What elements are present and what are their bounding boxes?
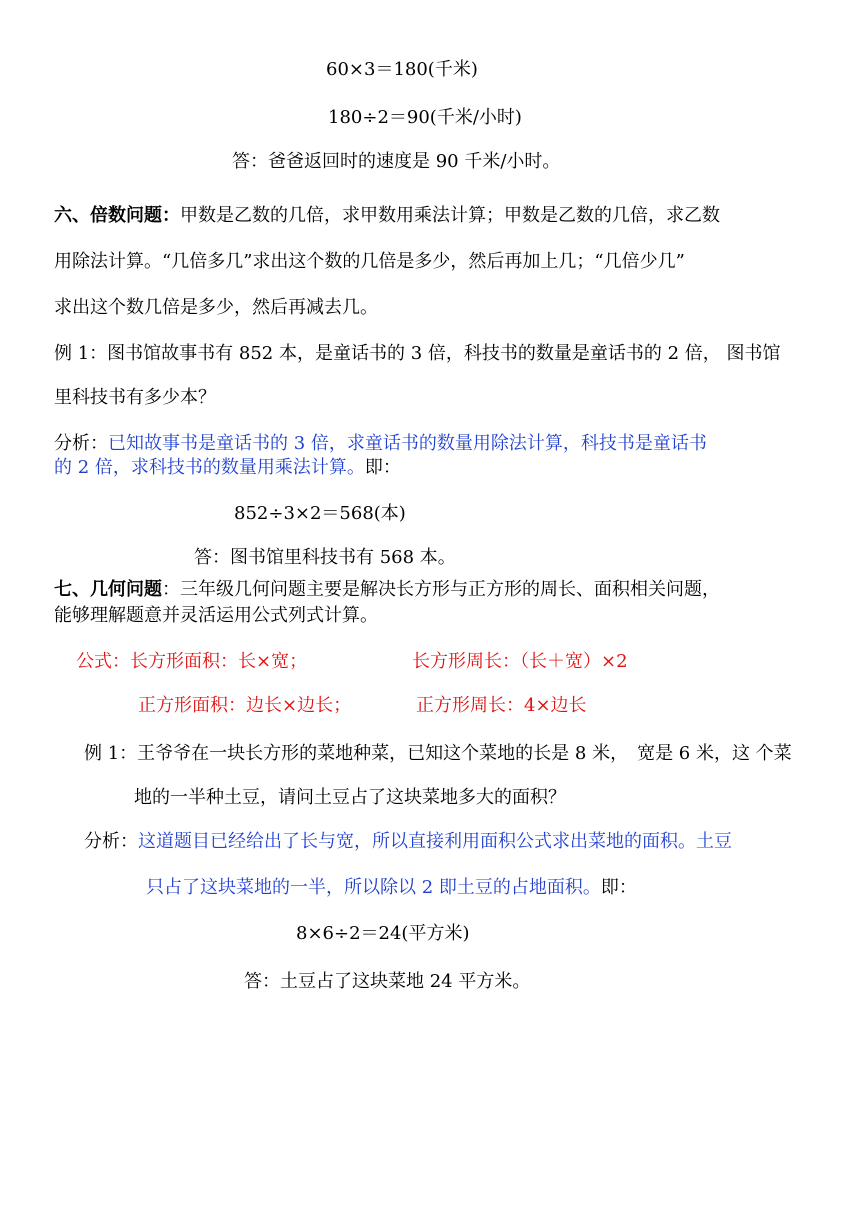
section-6-text-line-3: 求出这个数几倍是多少，然后再减去几。: [54, 297, 378, 318]
section-6-analysis-text-2: 的 2 倍，求科技书的数量用乘法计算。: [54, 457, 365, 478]
rect-perimeter-formula: 长方形周长：（长＋宽）×2: [412, 651, 628, 672]
section-7-analysis-line-1: [84, 830, 732, 854]
rect-area-formula: 长方形面积：长×宽；: [130, 651, 308, 672]
equation-speed: 180÷2＝90(千米/小时): [328, 107, 522, 128]
section-6-analysis-tail: 即：: [364, 457, 401, 478]
section-7-paragraph: [54, 578, 720, 602]
section-6-answer: 答：图书馆里科技书有 568 本。: [194, 547, 456, 568]
formula-row-1-left: [76, 650, 307, 674]
section-7-text-line-2: 能够理解题意并灵活运用公式列式计算。: [54, 605, 378, 626]
square-area-formula: 正方形面积：边长×边长；: [138, 695, 352, 716]
section-6-text-line-1: 甲数是乙数的几倍，求甲数用乘法计算；甲数是乙数的几倍，求乙数: [180, 205, 720, 226]
section-7-analysis-text-2: 只占了这块菜地的一半，所以除以 2 即土豆的占地面积。: [146, 877, 601, 898]
answer-speed: 答：爸爸返回时的速度是 90 千米/小时。: [232, 151, 561, 172]
section-7-equation: 8×6÷2＝24(平方米): [296, 923, 470, 944]
section-7-answer: 答：土豆占了这块菜地 24 平方米。: [244, 971, 531, 992]
formula-label: 公式：: [76, 651, 130, 672]
section-6-text-line-2: 用除法计算。“几倍多几”求出这个数的几倍是多少，然后再加上几；“几倍少几”: [54, 251, 685, 272]
section-6-analysis-line-2: [54, 456, 401, 480]
section-7-heading: 七、几何问题: [54, 579, 162, 600]
equation-distance: 60×3＝180(千米): [326, 59, 478, 80]
section-7-analysis-line-2: [146, 876, 637, 900]
square-perimeter-formula: 正方形周长：4×边长: [416, 695, 587, 716]
section-6-analysis-line-1: [54, 432, 707, 456]
section-6-heading: 六、倍数问题：: [54, 205, 180, 226]
section-6-example-line-1: 例 1：图书馆故事书有 852 本，是童话书的 3 倍，科技书的数量是童话书的 2 倍， 图书馆: [54, 343, 781, 364]
section-6-analysis-text-1: 已知故事书是童话书的 3 倍，求童话书的数量用除法计算，科技书是童话书: [108, 433, 707, 454]
section-7-analysis-label: 分析：: [84, 831, 138, 852]
section-6-analysis-label: 分析：: [54, 433, 108, 454]
section-7-analysis-tail: 即：: [600, 877, 637, 898]
section-7-example-line-1: 例 1：王爷爷在一块长方形的菜地种菜，已知这个菜地的长是 8 米， 宽是 6 米，这 个菜: [84, 743, 792, 764]
section-7-example-line-2: 地的一半种土豆，请问土豆占了这块菜地多大的面积？: [134, 787, 566, 808]
section-7-analysis-text-1: 这道题目已经给出了长与宽，所以直接利用面积公式求出菜地的面积。土豆: [138, 831, 732, 852]
section-6-equation: 852÷3×2＝568(本): [234, 503, 406, 524]
section-6-paragraph: [54, 204, 720, 228]
section-6-example-line-2: 里科技书有多少本？: [54, 387, 216, 408]
section-7-text-line-1: ：三年级几何问题主要是解决长方形与正方形的周长、面积相关问题，: [162, 579, 720, 600]
